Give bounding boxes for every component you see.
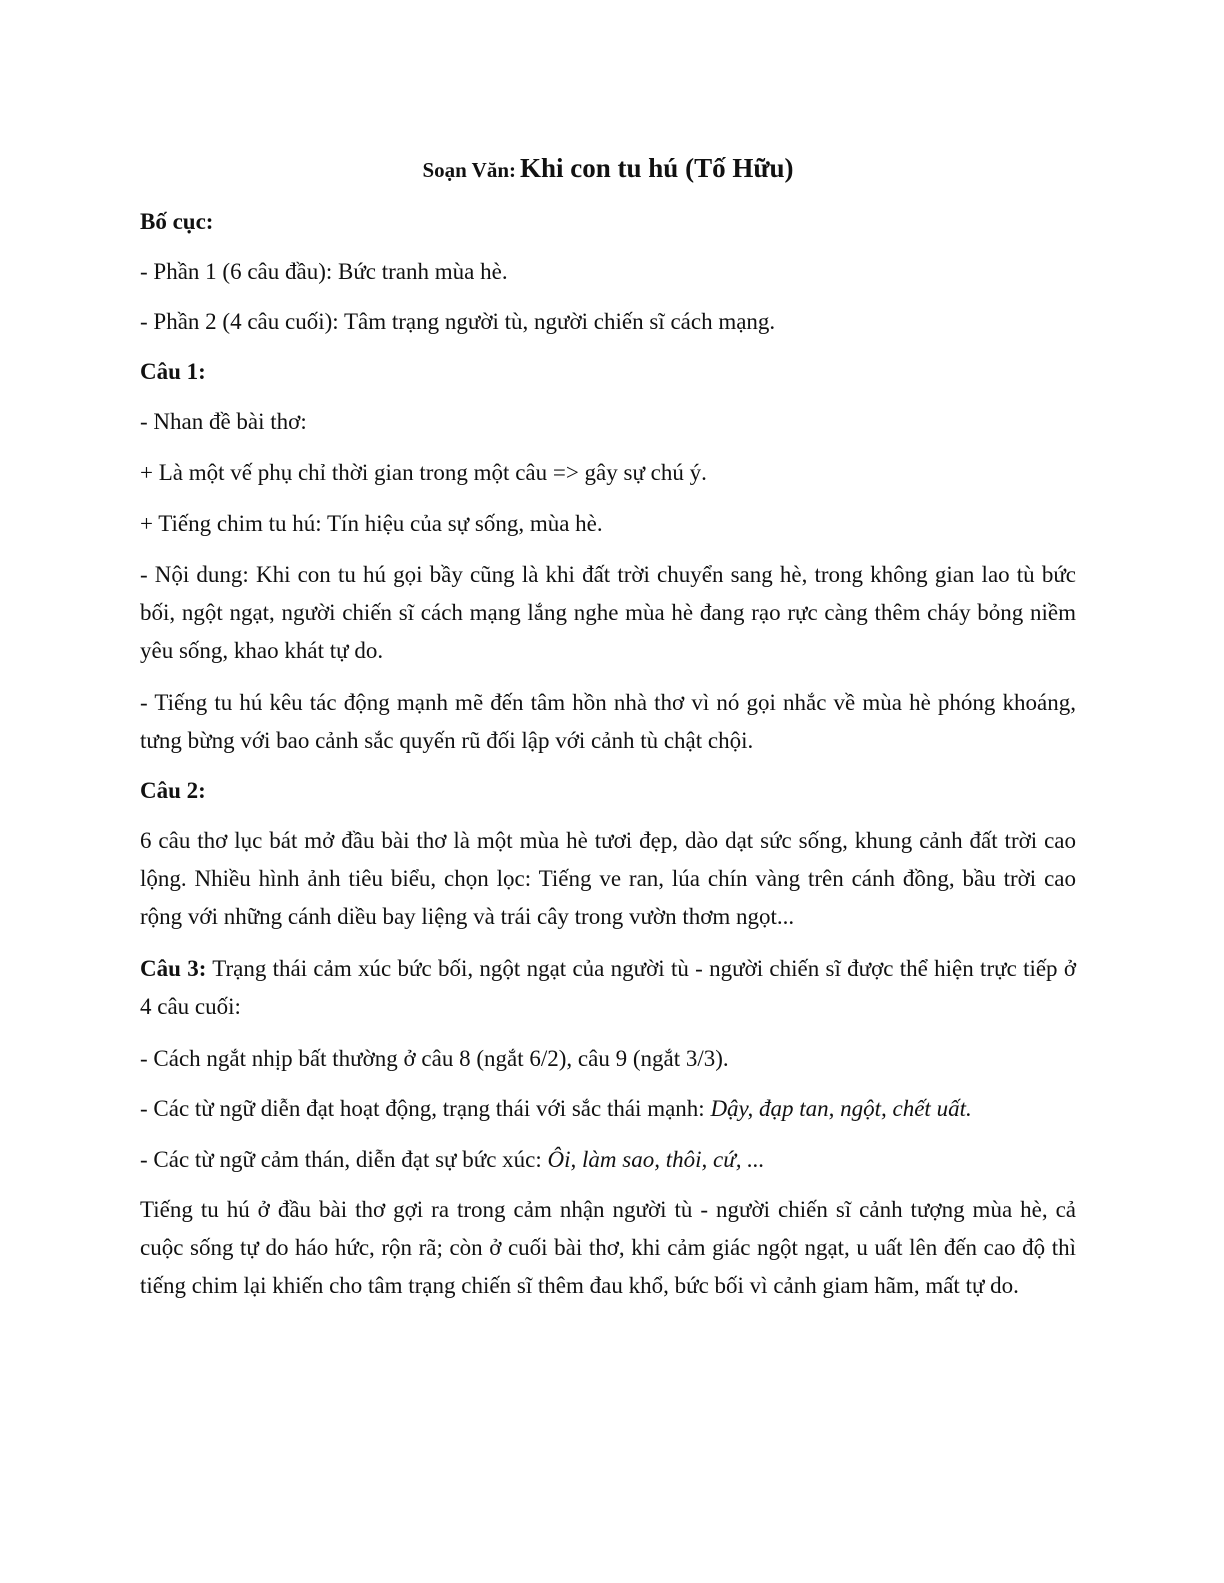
- cau1-noi-dung: - Nội dung: Khi con tu hú gọi bầy cũng là khi đất trời chuyển sang hè, trong không gian lao tù bức bối, ngột ngạt, người chiến sĩ cách mạng lắng nghe mùa hè đang rạo rực càng thêm cháy bỏng niềm yêu sống, khao khát tự do.: [140, 562, 1076, 663]
- cau1-nhan-de: - Nhan đề bài thơ:: [140, 409, 307, 434]
- cau3-item-3-italic: Ôi, làm sao, thôi, cứ, ...: [547, 1147, 765, 1172]
- cau2-text: 6 câu thơ lục bát mở đầu bài thơ là một mùa hè tươi đẹp, dào dạt sức sống, khung cảnh đất trời cao lộng. Nhiều hình ảnh tiêu biểu, chọn lọc: Tiếng ve ran, lúa chín vàng trên cánh đồng, bầu trời cao rộng với những cánh diều bay liệng và trái cây trong vườn thơm ngọt...: [140, 828, 1076, 929]
- bo-cuc-item-1: - Phần 1 (6 câu đầu): Bức tranh mùa hè.: [140, 259, 508, 284]
- cau3-item-3: - Các từ ngữ cảm thán, diễn đạt sự bức xúc: Ôi, làm sao, thôi, cứ, ...: [140, 1147, 765, 1172]
- title-prefix: Soạn Văn:: [422, 158, 517, 182]
- cau1-point-2: + Tiếng chim tu hú: Tín hiệu của sự sống, mùa hè.: [140, 511, 603, 536]
- bo-cuc-heading: Bố cục:: [140, 209, 214, 234]
- cau3-item-2: - Các từ ngữ diễn đạt hoạt động, trạng thái với sắc thái mạnh: Dậy, đạp tan, ngột, chết uất.: [140, 1096, 972, 1121]
- cau3-item-1: - Cách ngắt nhịp bất thường ở câu 8 (ngắt 6/2), câu 9 (ngắt 3/3).: [140, 1046, 729, 1071]
- cau1-point-1: + Là một vế phụ chỉ thời gian trong một câu => gây sự chú ý.: [140, 460, 707, 485]
- cau3-intro-text: Trạng thái cảm xúc bức bối, ngột ngạt của người tù - người chiến sĩ được thể hiện trực tiếp ở 4 câu cuối:: [140, 956, 1077, 1019]
- cau3-intro: [140, 950, 1076, 1026]
- bo-cuc-item-2: - Phần 2 (4 câu cuối): Tâm trạng người tù, người chiến sĩ cách mạng.: [140, 309, 776, 334]
- cau1-heading: Câu 1:: [140, 359, 206, 384]
- cau2-heading: Câu 2:: [140, 778, 206, 803]
- title-main: Khi con tu hú (Tố Hữu): [520, 153, 794, 183]
- document-title: [140, 148, 1076, 193]
- cau1-tieng-tu-hu: - Tiếng tu hú kêu tác động mạnh mẽ đến tâm hồn nhà thơ vì nó gọi nhắc về mùa hè phóng khoáng, tưng bừng với bao cảnh sắc quyến rũ đối lập với cảnh tù chật chội.: [140, 690, 1076, 753]
- cau3-conclusion: Tiếng tu hú ở đầu bài thơ gợi ra trong cảm nhận người tù - người chiến sĩ cảnh tượng mùa hè, cả cuộc sống tự do háo hức, rộn rã; còn ở cuối bài thơ, khi cảm giác ngột ngạt, u uất lên đến cao độ thì tiếng chim lại khiến cho tâm trạng chiến sĩ thêm đau khổ, bức bối vì cảnh giam hãm, mất tự do.: [140, 1197, 1076, 1298]
- cau3-item-2-italic: Dậy, đạp tan, ngột, chết uất.: [710, 1096, 972, 1121]
- cau3-heading: Câu 3:: [140, 956, 207, 981]
